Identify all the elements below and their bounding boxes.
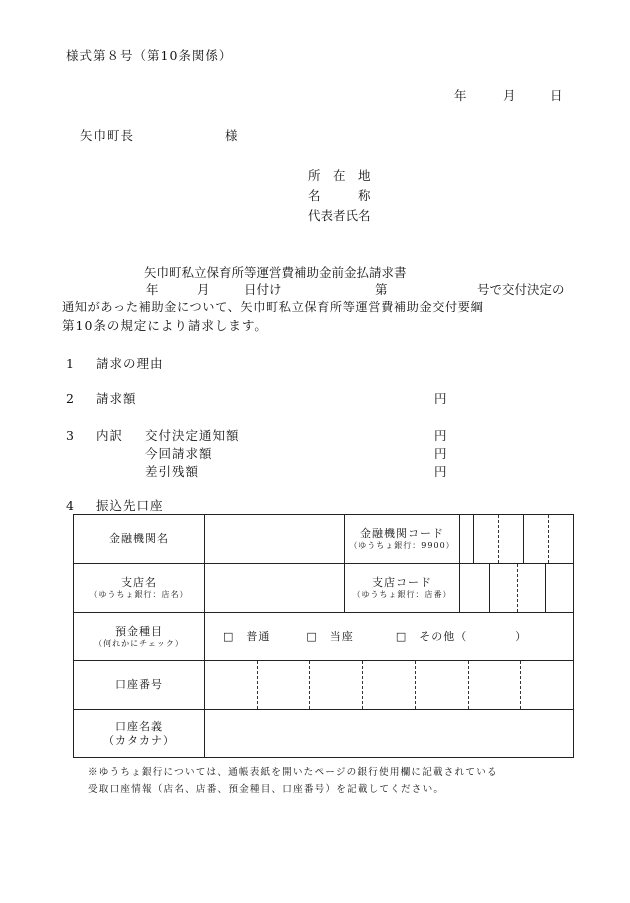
applicant-name-label: 名 称	[308, 188, 371, 203]
deposit-type-options	[205, 613, 574, 661]
branch-code-label-cell	[345, 564, 460, 613]
date-month: 月	[503, 88, 516, 103]
table-row	[74, 613, 574, 661]
branch-code-note: （ゆうちょ銀行：店番）	[352, 590, 452, 599]
checkbox-ordinary[interactable]: □ 普通	[223, 629, 271, 643]
addressee-name: 矢巾町長	[80, 128, 135, 143]
date-day: 日	[550, 88, 563, 103]
bank-code-field[interactable]	[460, 515, 574, 564]
branch-code-field[interactable]	[460, 564, 574, 613]
body-year: 年	[146, 282, 159, 297]
breakdown-decision-amount-unit: 円	[434, 428, 447, 443]
form-number: 様式第８号（第10条関係）	[66, 48, 233, 63]
addressee-honorific: 様	[225, 128, 238, 143]
bank-name-field[interactable]	[205, 515, 345, 564]
table-row	[74, 564, 574, 613]
item-2-label: 請求額	[96, 391, 137, 406]
body-number: 第	[375, 282, 388, 297]
bank-code-note: （ゆうちょ銀行：9900）	[349, 541, 455, 550]
account-holder-label-cell	[74, 710, 205, 758]
table-row	[74, 710, 574, 758]
note-line1: ※ゆうちょ銀行については、通帳表紙を開いたページの銀行使用欄に記載されている	[88, 767, 498, 778]
body-line2: 通知があった補助金について、矢巾町私立保育所等運営費補助金交付要綱	[62, 300, 484, 314]
account-holder-field[interactable]	[205, 710, 574, 758]
item-2-unit: 円	[434, 391, 447, 406]
checkbox-other[interactable]: □ その他（ ）	[395, 629, 528, 643]
item-2-number: 2	[66, 391, 74, 406]
body-month: 月	[197, 282, 210, 297]
breakdown-remaining-unit: 円	[434, 464, 447, 479]
document-title: 矢巾町私立保育所等運営費補助金前金払請求書	[144, 265, 407, 280]
item-4-label: 振込先口座	[96, 498, 164, 513]
account-number-label: 口座番号	[74, 661, 205, 710]
note-line2: 受取口座情報（店名、店番、預金種目、口座番号）を記載してください。	[88, 784, 445, 795]
deposit-type-label-cell	[74, 613, 205, 661]
breakdown-decision-amount-label: 交付決定通知額	[145, 428, 240, 443]
account-holder-kana: （カタカナ）	[103, 733, 175, 747]
deposit-type-note: （何れかにチェック）	[94, 638, 184, 648]
body-line3: 第10条の規定により請求します。	[62, 318, 268, 333]
table-row	[74, 661, 574, 710]
bank-code-label: 金融機関コード	[360, 527, 444, 540]
item-4-number: 4	[66, 498, 74, 513]
bank-name-label: 金融機関名	[74, 515, 205, 564]
applicant-representative-label: 代表者氏名	[308, 208, 371, 223]
breakdown-remaining-label: 差引残額	[145, 464, 200, 479]
branch-name-label-cell	[74, 564, 205, 613]
account-holder-label: 口座名義	[115, 719, 163, 733]
body-date: 日付け	[244, 282, 282, 297]
branch-name-label: 支店名	[121, 576, 157, 589]
item-1-label: 請求の理由	[96, 356, 164, 371]
breakdown-current-request-label: 今回請求額	[145, 446, 213, 461]
breakdown-current-request-unit: 円	[434, 446, 447, 461]
item-3-label: 内訳	[96, 428, 124, 443]
applicant-address-label: 所 在 地	[308, 168, 371, 183]
item-3-number: 3	[66, 428, 74, 443]
branch-name-note: （ゆうちょ銀行：店名）	[89, 590, 189, 599]
table-row	[74, 515, 574, 564]
checkbox-current[interactable]: □ 当座	[306, 629, 354, 643]
deposit-type-label: 預金種目	[115, 624, 163, 638]
body-line1-end: 号で交付決定の	[477, 282, 565, 297]
branch-name-field[interactable]	[205, 564, 345, 613]
bank-account-table	[73, 514, 574, 758]
item-1-number: 1	[66, 356, 74, 371]
account-number-field[interactable]	[205, 661, 574, 710]
branch-code-label: 支店コード	[372, 576, 432, 589]
bank-code-label-cell	[345, 515, 460, 564]
date-year: 年	[454, 88, 467, 103]
